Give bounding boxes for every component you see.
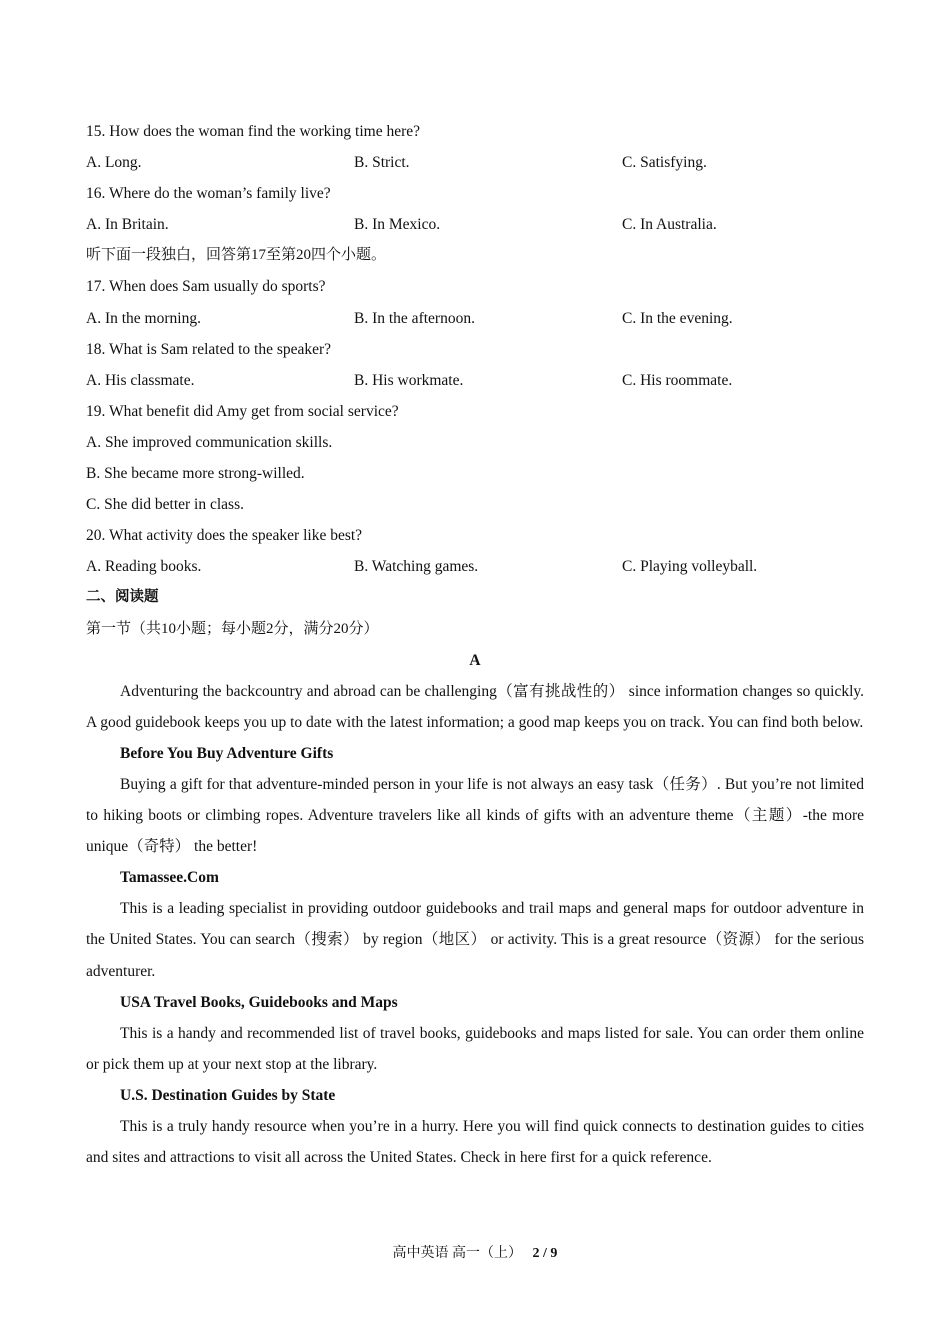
question-20-stem: 20. What activity does the speaker like best? [86,527,363,545]
exam-page [86,116,864,1173]
question-15-options [86,147,864,178]
option-c: C. His roommate. [622,371,733,389]
section-title: 二、阅读题 [86,589,159,606]
heading-tamassee: Tamassee.Com [120,869,219,887]
option-b: B. In the afternoon. [354,309,475,327]
heading-adventure-gifts: Before You Buy Adventure Gifts [120,744,334,762]
option-b: B. Strict. [354,154,410,172]
option-a: A. Long. [86,154,142,172]
option-a: A. She improved communication skills. [86,433,333,451]
option-c: C. Playing volleyball. [622,558,758,576]
option-b: B. His workmate. [354,371,464,389]
passage-intro: Adventuring the backcountry and abroad can be challenging（富有挑战性的） since information changes so quickly. A good guidebook keeps you up to date with the latest information; a good map keeps you on track. You can find both below. [86,682,864,731]
heading-destination-guides: U.S. Destination Guides by State [120,1086,336,1104]
page-footer [0,1244,950,1264]
heading-usa-travel-books: USA Travel Books, Guidebooks and Maps [120,993,398,1011]
option-c: C. In Australia. [622,216,717,234]
paragraph-tamassee: This is a leading specialist in providing outdoor guidebooks and trail maps and general maps for outdoor adventure in the United States. You can search（搜索） by region（地区） or activity. This is a great resource（资源） for the serious adventurer. [86,900,864,980]
option-a: A. His classmate. [86,371,195,389]
passage-label: A [469,651,481,669]
question-17-options [86,303,864,334]
question-20-options [86,551,864,582]
option-c: C. In the evening. [622,309,733,327]
monologue-instruction: 听下面一段独白，回答第17至第20四个小题。 [86,247,387,264]
paragraph-destination-guides: This is a truly handy resource when you’re in a hurry. Here you will find quick connects to destination guides to cities and sites and attractions to visit all across the United States. Check in here first for a quick reference. [86,1118,864,1167]
page-number: 2 / 9 [532,1246,558,1261]
option-b: B. She became more strong-willed. [86,465,305,483]
question-18-options [86,365,864,396]
option-c: C. She did better in class. [86,496,244,514]
section-note: 第一节（共10小题；每小题2分，满分20分） [86,620,379,637]
option-b: B. Watching games. [354,558,479,576]
question-17-stem: 17. When does Sam usually do sports? [86,278,326,296]
paragraph-usa-travel-books: This is a handy and recommended list of travel books, guidebooks and maps listed for sale. You can order them online or pick them up at your next stop at the library. [86,1024,864,1073]
question-19-stem: 19. What benefit did Amy get from social service? [86,402,399,420]
option-c: C. Satisfying. [622,154,707,172]
option-a: A. Reading books. [86,558,202,576]
option-a: A. In the morning. [86,309,201,327]
option-a: A. In Britain. [86,216,169,234]
option-b: B. In Mexico. [354,216,441,234]
question-16-options [86,209,864,240]
footer-course: 高中英语 高一（上） [392,1246,523,1261]
question-16-stem: 16. Where do the woman’s family live? [86,185,331,203]
paragraph-adventure-gifts: Buying a gift for that adventure-minded person in your life is not always an easy task（任务）. But you’re not limited to hiking boots or climbing ropes. Adventure travelers like all kinds of gifts with an adventure theme（主题）-the more unique（奇特） the better! [86,775,864,856]
question-15-stem: 15. How does the woman find the working time here? [86,123,421,140]
question-18-stem: 18. What is Sam related to the speaker? [86,340,332,358]
